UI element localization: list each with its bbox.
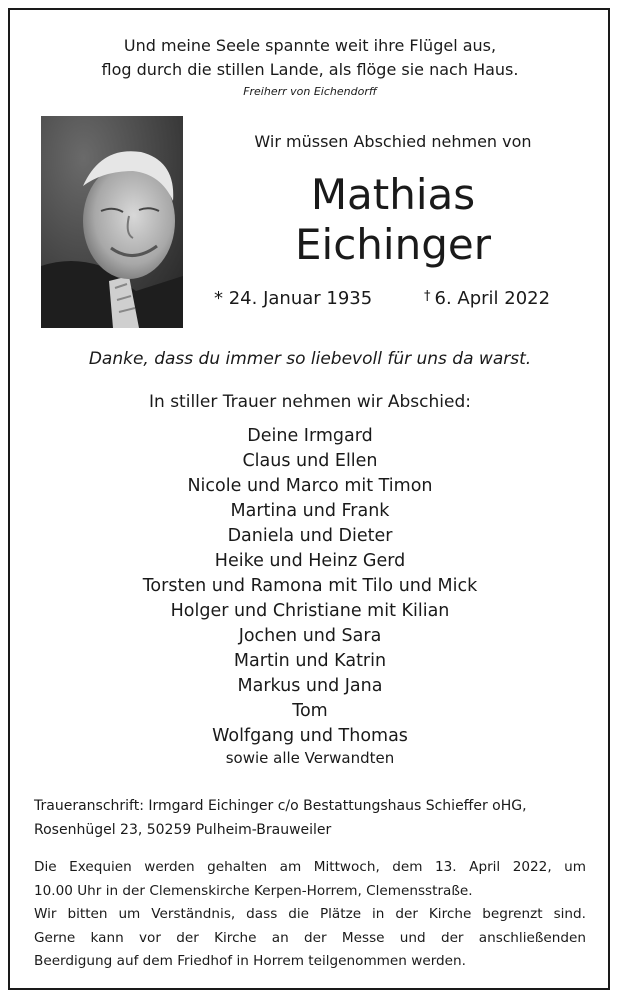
portrait-photo (41, 116, 183, 328)
list-item: Martina und Frank (230, 501, 390, 521)
service-line: 10.00 Uhr in der Clemenskirche Kerpen-Horrem, Clemensstraße. (34, 882, 473, 899)
list-item: Heike und Heinz Gerd (214, 551, 406, 571)
funeral-service-info (34, 856, 586, 974)
deceased-first-name: Mathias (310, 170, 476, 219)
service-line: Die Exequien werden gehalten am Mittwoch, dem 13. April 2022, um (34, 859, 586, 875)
birth-date: * 24. Januar 1935 (214, 288, 373, 309)
service-line: Beerdigung auf dem Friedhof in Horrem teilgenommen werden. (34, 953, 466, 969)
list-item: Jochen und Sara (238, 626, 382, 646)
address-line-1: Traueranschrift: Irmgard Eichinger c/o Bestattungshaus Schieffer oHG, (34, 798, 527, 814)
farewell-intro: Wir müssen Abschied nehmen von (254, 132, 532, 151)
list-item: Tom (292, 701, 328, 721)
list-item: Markus und Jana (237, 676, 383, 696)
list-item: Holger und Christiane mit Kilian (170, 601, 450, 621)
list-item: Torsten und Ramona mit Tilo und Mick (142, 576, 478, 596)
mourner-list (0, 424, 620, 749)
service-line: Wir bitten um Verständnis, dass die Plätze in der Kirche begrenzt sind. (34, 906, 586, 922)
mourning-intro: In stiller Trauer nehmen wir Abschied: (149, 392, 471, 412)
death-date-block (424, 288, 550, 309)
deceased-last-name: Eichinger (295, 220, 491, 269)
mourning-address (34, 794, 594, 842)
portrait-illustration (41, 116, 183, 328)
death-date: 6. April 2022 (434, 288, 551, 309)
list-item: Nicole und Marco mit Timon (187, 476, 433, 496)
poem-line-2: flog durch die stillen Lande, als flöge sie nach Haus. (101, 60, 519, 79)
service-line: Gerne kann vor der Kirche an der Messe und der anschließenden (34, 929, 586, 946)
poem-quote (0, 34, 620, 82)
list-item: Martin und Katrin (233, 651, 387, 671)
relatives-line: sowie alle Verwandten (225, 749, 395, 767)
thanks-line: Danke, dass du immer so liebevoll für uns da warst. (88, 349, 532, 369)
address-line-2: Rosenhügel 23, 50259 Pulheim-Brauweiler (34, 822, 332, 838)
poem-line-1: Und meine Seele spannte weit ihre Flügel aus, (123, 36, 497, 55)
cross-icon: † (424, 289, 431, 304)
list-item: Claus und Ellen (242, 451, 378, 471)
list-item: Deine Irmgard (247, 426, 373, 446)
list-item: Wolfgang und Thomas (212, 726, 408, 746)
deceased-name (198, 170, 588, 270)
poem-author: Freiherr von Eichendorff (243, 85, 377, 98)
list-item: Daniela und Dieter (227, 526, 393, 546)
